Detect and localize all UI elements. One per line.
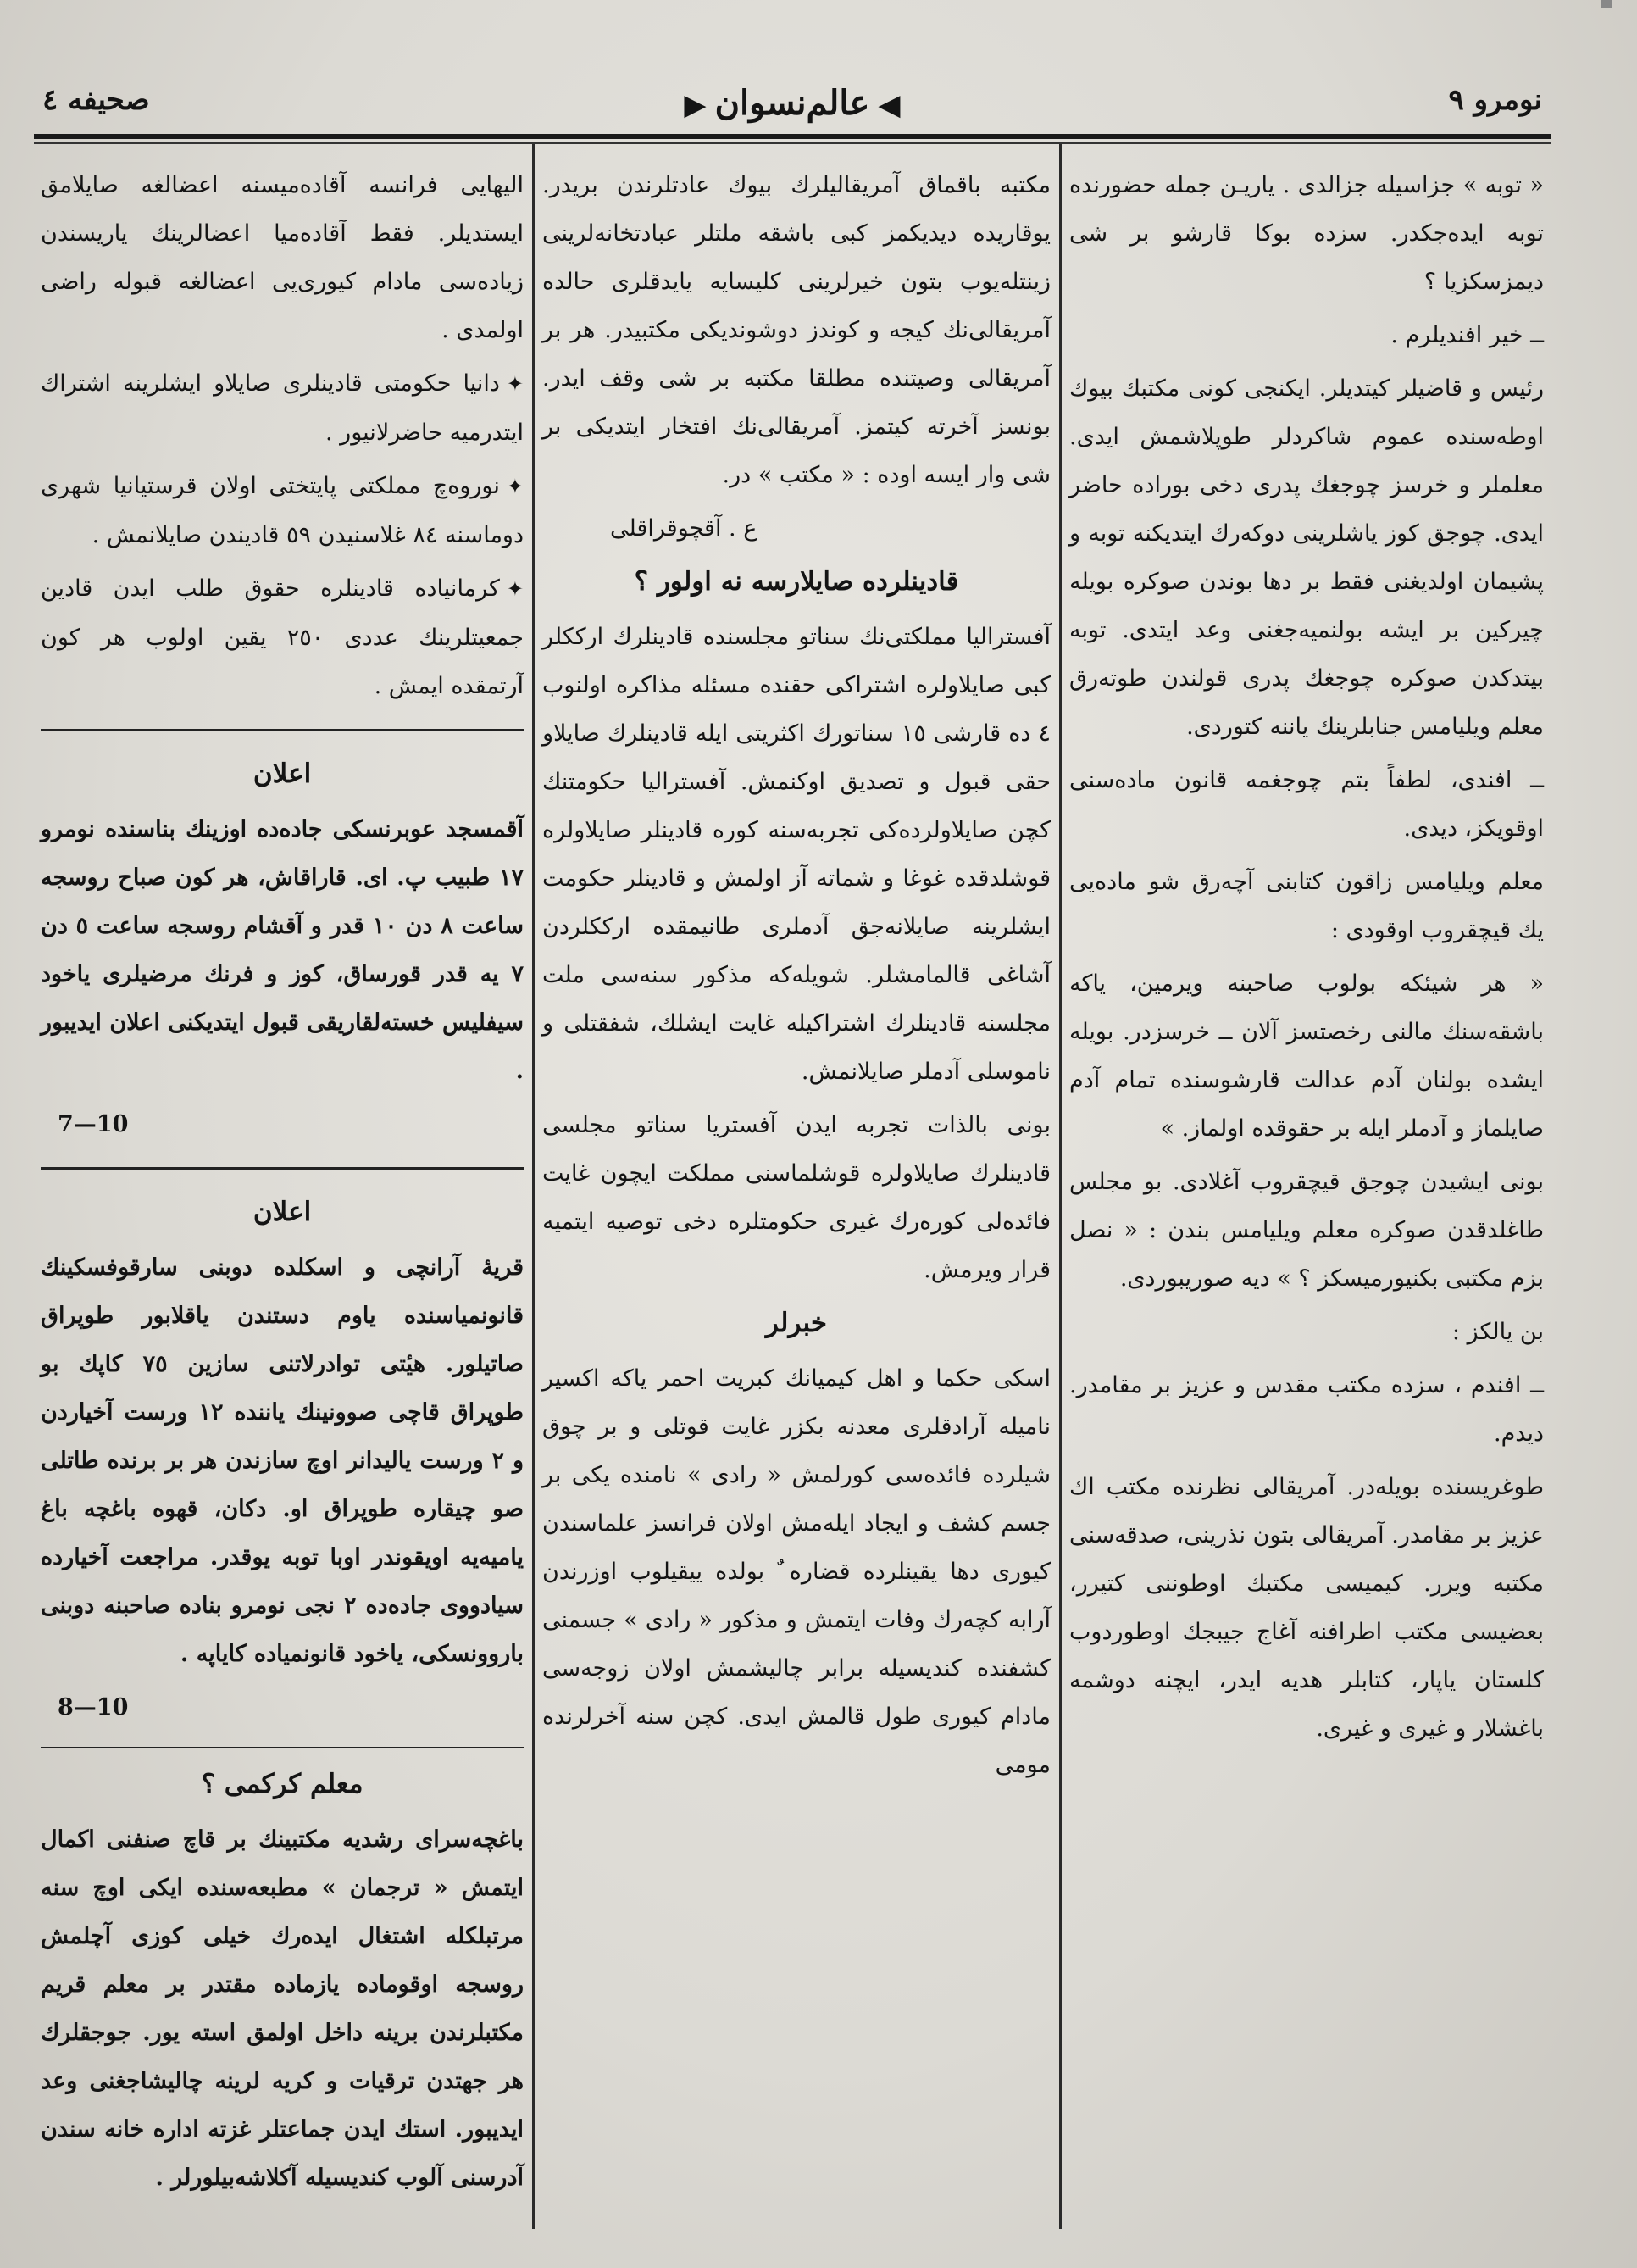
teacher-ad-body: باغچه‌سرای رشدیه مکتبینك بر قاچ صنفنی اکمال ایتمش « ترجمان » مطبعه‌سنده ایکی اوچ سنه مرتبلکله اشتغال ایده‌رك خیلی کوزی آچلمش روسجه اوقوماده یازماده مقتدر بر معلم قریم مکتبلرندن برینه داخل اولمق استه یور. جوجقلرك هر جهتدن ترقیات و کریه لرینه چالیشاجغنی وعد ایدیبور. استك ایدن جماعتلر غزته اداره خانه سندن آدرسنی آلوب کندیسیله آکلاشه‌بیلورلر . xyxy=(41,1826,524,2191)
news-bullet-1 xyxy=(41,359,524,457)
title-text: عالم‌نسوان xyxy=(714,83,870,123)
right-para-9: ــ افندم ، سزده مکتب مقدس و عزیز بر مقامدر. دیدم. xyxy=(1069,1372,1544,1447)
newspaper-title xyxy=(34,83,1551,123)
article-body-2: بونی بالذات تجربه ایدن آفستريا سناتو مجلسی قادینلرك صایلاولره قوشلماسنی مملکت ایچون غایت فائده‌لی کوره‌رك غیری حکومتلره دخی توصیه ایتمیه قرار ویرمش. xyxy=(542,1112,1051,1283)
left-column xyxy=(41,161,524,2207)
news-heading: خبرلر xyxy=(765,1308,828,1338)
news-bullet-3 xyxy=(41,564,524,710)
bullet-diamond-icon: ✦ xyxy=(506,475,524,498)
bullet-text: دانیا حکومتی قادینلری صایلاو ایشلرینه اشتراك ایتدرمیه حاضرلانیور . xyxy=(41,370,524,446)
right-para-4: ــ افندی، لطفاً بتم چوجغمه قانون ماده‌سنی اوقویکز، دیدی. xyxy=(1069,767,1544,842)
left-continuation: الیهایی فرانسه آقاده‌میسنه اعضالغه صایلامق ایستدیلر. فقط آقاده‌میا اعضالرینك یاریسندن زیاده‌سی مادام کیوری‌یی اعضالغه قبوله راضی اولمدی . xyxy=(41,172,524,343)
header-rule xyxy=(34,134,1551,139)
ad2-body: قریهٔ آرانچی و اسکلده دوبنی سارقوفسکینك قانونمیاسنده یاوم دستندن یاقلابور طوپراق صاتیلور. هیٔتی‌ توادرلاتنی سازین ٧٥ کاپك بو طوپراق قاچی صوونینك یاننده ١٢ ورست آخیاردن و ٢ ورست یالیدانر اوچ سازندن هر بر برنده طاتلی صو چیقاره طوپراق او. دکان، قهوه باغچه باغ یامیه‌یه اویقوندر اوبا توبه یوقدر. مراجعت آخیارده سیادووی جاده‌ده ٢ نجی نومرو بناده صاحبنه دوبنی باروونسکی، یاخود قانونمیاده کایاپه . xyxy=(41,1254,524,1667)
ad2-number: 8—10 xyxy=(58,1694,129,1720)
right-para-10: طوغریسنده بویله‌در. آمریقالی نظرنده مکتب اك عزیز بر مقامدر. آمریقالی بتون نذرینی، صدقه‌سنی مکتبه ویرر. کیمیسی مکتبك اوطوننی کتیرر، بعضیسی مکتب اطرافنه آغاج جیبجك اوطوردوب کلستان یاپار، کتابلر هدیه ایدر، ایچنه دوشمه باغشلار و غیری و غیری. xyxy=(1069,1474,1544,1742)
ornament-right-icon: ◀ xyxy=(878,88,901,122)
bullet-text: کرمانیاده قادینلره حقوق طلب ایدن قادین جمعیتلرینك عددی ٢٥٠ یقین اولوب هر کون آرتمقده ایمش . xyxy=(41,575,524,699)
ad1-body: آقمسجد عوبرنسکی جادەده اوزینك بناسنده نومرو ١٧ طبیب پ. ای. قاراقاش، هر کون صباح روسجه ساعت ٨ دن ١٠ قدر و آقشام روسجه ساعت ٥ دن ٧ یه قدر قورساق، کوز و فرنك مرضیلری یاخود سیفلیس خسته‌لقاریقی قبول ایتدیکنی اعلان ایدیبور . xyxy=(41,816,524,1084)
ad1-title: اعلان xyxy=(252,759,312,789)
corner-mark xyxy=(1601,0,1612,8)
teacher-ad-title: معلم کرکمی ؟ xyxy=(201,1769,363,1799)
issue-number: نومرو ۹ xyxy=(1448,83,1542,117)
middle-intro: مکتبه باقماق آمریقالیلرك بیوك عادتلرندن بریدر. یوقاریده دیدیکمز کبی باشقه ملتلر عبادتخانه‌لرینی زینتله‌یوب بتون خیرلرینی کلیسایه یایدقلری حالده آمریقالی‌نك کیجه و کوندز دوشوندیکی مکتبیدر. هر بر آمریقالی وصیتنده مطلقا مکتبه بر شی وقف ایدر. بونسز آخرته کیتمز. آمریقالی‌نك افتخار ایتدیکی بر شی وار ایسه اوده : « مکتب » در. xyxy=(542,172,1051,488)
bullet-diamond-icon: ✦ xyxy=(506,372,524,396)
header-rule-thin xyxy=(34,142,1551,144)
right-para-2: ــ خیر افندیلرم . xyxy=(1390,322,1544,348)
news-bullet-2 xyxy=(41,462,524,559)
article-body-1: آفستراليا مملکتی‌نك سناتو مجلسنده قادینلرك ارککلر کبی صایلاولره اشتراکی حقنده مسئله مذاکره اولنوب ٤ ده قارشی ١٥ سناتورك اکثریتی ایله قادینلرك صایلاو حقی قبول و تصدیق اوکنمش. آفستراليا حکومتنك کچن صایلاولرده‌کی تجربه‌سنه کوره قادینلر صایلاولره قوشلدقده غوغا و شماته آز اولمش و قادینلر حکومت ایشلرینه صایلانه‌جق آدملری طانیمقده ارککلردن آشاغی قالمامشلر. شویله‌که مذکور سنه‌سی ملت مجلسنه قادینلرك اشتراکیله غایت ایشلك، شفقتلی و ناموسلی آدملر صایلانمش. xyxy=(542,624,1052,1085)
news-body: اسکی حکما و اهل کیمیانك کبریت احمر یاکه اکسیر نامیله آرادقلری معدنه بکزر غایت قوتلی و بر چوق شیلرده فائده‌سی کورلمش « رادی » نامنده یکی بر جسم کشف و ایجاد ایلەمش اولان فرانسز علماسندن کیوری دها یقینلرده قضاره ٌ بولده ییقیلوب اوزرندن آرابه کچه‌رك وفات ایتمش و مذکور « رادی » جسمنی کشفنده کندیسیله برابر چالیشمش اولان زوجه‌سی مادام کیوری طول قالمش ایدی. کچن سنه آخرلرنده مومی xyxy=(542,1365,1051,1778)
middle-column xyxy=(542,161,1051,1794)
column-divider-right xyxy=(1059,144,1062,2229)
ad2-title: اعلان xyxy=(252,1197,312,1227)
right-column xyxy=(1069,161,1544,1758)
section-divider xyxy=(41,1747,524,1748)
right-para-5: معلم ویلیامس زاقون کتابنی آچه‌رق شو ماده‌یی یك قیچقروب اوقودی : xyxy=(1069,869,1544,943)
ad1-number: 7—10 xyxy=(58,1111,129,1137)
ornament-left-icon: ▶ xyxy=(684,88,707,122)
bullet-diamond-icon: ✦ xyxy=(506,577,524,601)
section-divider xyxy=(41,1167,524,1170)
right-para-7: بونی ایشیدن چوجق قیچقروب آغلادی. بو مجلس طاغلدقدن صوکره معلم ویلیامس بندن : « نصل بزم مکتبی بکنیورمیسکز ؟ » دیه صوریبوردی. xyxy=(1069,1169,1544,1292)
right-para-3: رئیس و قاضیلر کیتدیلر. ایکنجی کونی مکتبك بیوك اوطه‌سنده عموم شاکردلر طوپلاشمش ایدی. معلملر و خرسز چوجغك پدری دخی بورادە حاضر ایدی. چوجق کوز یاشلرینی دوکه‌رك ایتدیکنه توبه و پشیمان اولدیغنی فقط بر دها بوندن صوکره بویله چیرکین بر ایشه بولنمیه‌جغنی وعد ایتدی. توبه بیتدکدن صوکره چوجغك پدری قولندن طوته‌رق معلم ویلیامس جنابلرینك یاننه کتوردی. xyxy=(1069,375,1544,740)
article-signature: ع . آقچوقراقلی xyxy=(610,515,757,542)
column-divider-left xyxy=(532,144,535,2229)
article-headline: قادینلرده صایلارسه نه اولور ؟ xyxy=(634,566,959,597)
right-para-6: « هر شیئکه بولوب صاحبنه ویرمین، یاکه باشقه‌سنك مالنی رخصتسز آلان ــ خرسزدر. بویله ایشده بولنان آدم عدالت قارشوسنده تمام آدم صایلماز و آدملر ایله بر حقوقده اولماز. » xyxy=(1069,970,1544,1142)
masthead xyxy=(34,75,1551,134)
section-divider xyxy=(41,729,524,731)
right-para-1: « توبه » جزاسیله جزالدی . یاریـن جمله حضورنده توبه ایده‌جکدر. سزده بوکا قارشو بر شی دیمزسکزیا ؟ xyxy=(1069,172,1544,295)
page-number: صحیفه ٤ xyxy=(42,83,150,117)
right-para-8: بن یالکز : xyxy=(1451,1319,1544,1345)
bullet-text: نوروەچ مملکتی پایتختی اولان قرستيانیا شهری دوماسنه ٨٤ غلاسنیدن ٥٩ قادیندن صایلانمش . xyxy=(41,473,524,548)
